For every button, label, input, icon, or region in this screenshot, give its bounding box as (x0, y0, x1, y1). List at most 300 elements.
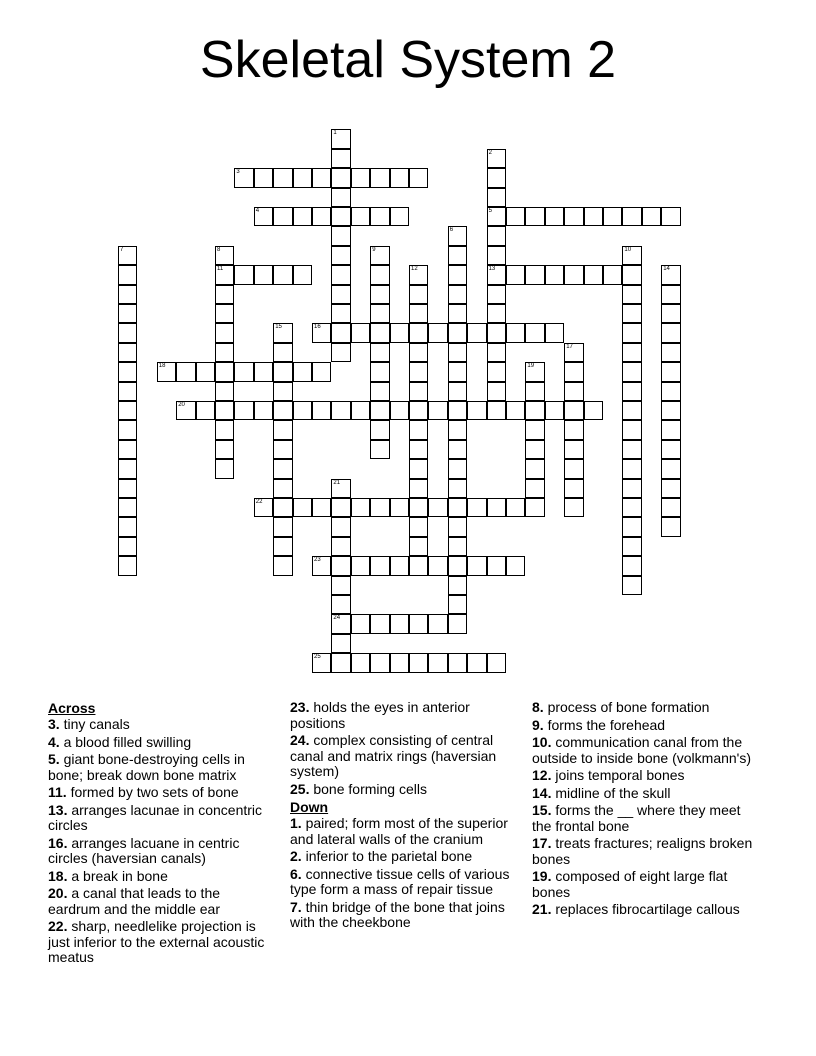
grid-cell[interactable] (448, 343, 467, 362)
grid-cell[interactable] (370, 168, 389, 187)
grid-cell[interactable] (370, 362, 389, 381)
grid-cell[interactable] (525, 498, 544, 517)
grid-cell[interactable] (584, 401, 603, 420)
clue-text: composed of eight large flat bones (532, 868, 728, 900)
clue-across-18 (48, 869, 266, 885)
grid-cell[interactable] (409, 362, 428, 381)
grid-cell[interactable] (487, 226, 506, 245)
grid-cell[interactable] (448, 537, 467, 556)
grid-cell[interactable] (331, 517, 350, 536)
grid-cell[interactable] (118, 285, 137, 304)
grid-cell[interactable] (622, 304, 641, 323)
grid-cell[interactable] (564, 362, 583, 381)
grid-cell[interactable] (448, 595, 467, 614)
grid-cell[interactable] (525, 323, 544, 342)
grid-cell[interactable] (370, 420, 389, 439)
grid-cell[interactable] (622, 556, 641, 575)
grid-cell[interactable] (622, 401, 641, 420)
grid-cell[interactable] (370, 556, 389, 575)
grid-cell[interactable] (273, 479, 292, 498)
cell-number: 15 (275, 324, 282, 331)
grid-cell[interactable] (370, 304, 389, 323)
grid-cell[interactable] (118, 304, 137, 323)
grid-cell[interactable] (564, 498, 583, 517)
grid-cell[interactable] (273, 537, 292, 556)
grid-cell[interactable] (622, 440, 641, 459)
grid-cell[interactable] (487, 401, 506, 420)
grid-cell[interactable] (312, 207, 331, 226)
clue-text: arranges lacunae in concentric circles (48, 801, 263, 833)
grid-cell[interactable] (525, 207, 544, 226)
grid-cell[interactable] (448, 226, 467, 245)
grid-cell[interactable] (351, 614, 370, 633)
grid-cell[interactable] (370, 246, 389, 265)
grid-cell[interactable] (331, 129, 350, 148)
grid-cell[interactable] (331, 498, 350, 517)
grid-cell[interactable] (370, 285, 389, 304)
grid-cell[interactable] (176, 362, 195, 381)
grid-cell[interactable] (196, 401, 215, 420)
grid-cell[interactable] (215, 246, 234, 265)
grid-cell[interactable] (409, 401, 428, 420)
grid-cell[interactable] (331, 226, 350, 245)
grid-cell[interactable] (564, 382, 583, 401)
grid-cell[interactable] (506, 556, 525, 575)
grid-cell[interactable] (390, 653, 409, 672)
grid-cell[interactable] (254, 498, 273, 517)
grid-cell[interactable] (409, 265, 428, 284)
grid-cell[interactable] (622, 323, 641, 342)
grid-cell[interactable] (661, 285, 680, 304)
grid-cell[interactable] (622, 382, 641, 401)
grid-cell[interactable] (661, 420, 680, 439)
grid-cell[interactable] (487, 285, 506, 304)
grid-cell[interactable] (118, 382, 137, 401)
clue-across-20 (48, 886, 266, 917)
grid-cell[interactable] (584, 265, 603, 284)
cell-number: 19 (527, 363, 535, 370)
grid-cell[interactable] (331, 537, 350, 556)
grid-cell[interactable] (506, 207, 525, 226)
grid-cell[interactable] (448, 517, 467, 536)
grid-cell[interactable] (487, 188, 506, 207)
grid-cell[interactable] (622, 207, 641, 226)
grid-cell[interactable] (273, 420, 292, 439)
grid-cell[interactable] (409, 614, 428, 633)
grid-cell[interactable] (661, 401, 680, 420)
grid-cell[interactable] (448, 576, 467, 595)
grid-cell[interactable] (215, 401, 234, 420)
grid-cell[interactable] (661, 207, 680, 226)
grid-cell[interactable] (525, 459, 544, 478)
grid-cell[interactable] (331, 343, 350, 362)
grid-cell[interactable] (622, 576, 641, 595)
grid-cell[interactable] (370, 653, 389, 672)
grid-cell[interactable] (351, 168, 370, 187)
grid-cell[interactable] (525, 479, 544, 498)
grid-cell[interactable] (448, 440, 467, 459)
grid-cell[interactable] (273, 323, 292, 342)
grid-cell[interactable] (254, 168, 273, 187)
grid-cell[interactable] (409, 537, 428, 556)
grid-cell[interactable] (487, 498, 506, 517)
grid-cell[interactable] (506, 265, 525, 284)
grid-cell[interactable] (331, 576, 350, 595)
grid-cell[interactable] (215, 304, 234, 323)
cell-number: 10 (624, 246, 632, 253)
grid-cell[interactable] (661, 304, 680, 323)
grid-cell[interactable] (331, 168, 350, 187)
grid-cell[interactable] (157, 362, 176, 381)
clue-number: 20. (48, 885, 68, 901)
grid-cell[interactable] (661, 265, 680, 284)
grid-cell[interactable] (545, 207, 564, 226)
grid-cell[interactable] (448, 246, 467, 265)
grid-cell[interactable] (331, 188, 350, 207)
grid-cell[interactable] (273, 459, 292, 478)
grid-cell[interactable] (370, 614, 389, 633)
grid-cell[interactable] (390, 323, 409, 342)
across-clues-part-2 (290, 700, 518, 797)
grid-cell[interactable] (312, 653, 331, 672)
grid-cell[interactable] (273, 440, 292, 459)
grid-cell[interactable] (428, 614, 447, 633)
grid-cell[interactable] (118, 498, 137, 517)
grid-cell[interactable] (525, 420, 544, 439)
grid-cell[interactable] (661, 440, 680, 459)
grid-cell[interactable] (448, 614, 467, 633)
grid-cell[interactable] (564, 420, 583, 439)
grid-cell[interactable] (331, 149, 350, 168)
clue-text: replaces fibrocartilage callous (551, 901, 740, 917)
grid-cell[interactable] (448, 401, 467, 420)
grid-cell[interactable] (487, 168, 506, 187)
grid-cell[interactable] (409, 440, 428, 459)
grid-cell[interactable] (118, 401, 137, 420)
grid-cell[interactable] (254, 265, 273, 284)
grid-cell[interactable] (293, 265, 312, 284)
clue-across-11 (48, 785, 266, 801)
grid-cell[interactable] (254, 362, 273, 381)
grid-cell[interactable] (506, 498, 525, 517)
grid-cell[interactable] (273, 401, 292, 420)
grid-cell[interactable] (409, 653, 428, 672)
grid-cell[interactable] (254, 207, 273, 226)
grid-cell[interactable] (622, 246, 641, 265)
grid-cell[interactable] (487, 362, 506, 381)
grid-cell[interactable] (312, 362, 331, 381)
grid-cell[interactable] (622, 459, 641, 478)
grid-cell[interactable] (331, 653, 350, 672)
grid-cell[interactable] (118, 265, 137, 284)
grid-cell[interactable] (331, 207, 350, 226)
grid-cell[interactable] (176, 401, 195, 420)
grid-cell[interactable] (331, 634, 350, 653)
grid-cell[interactable] (448, 653, 467, 672)
grid-cell[interactable] (312, 168, 331, 187)
grid-cell[interactable] (661, 479, 680, 498)
grid-cell[interactable] (234, 362, 253, 381)
grid-cell[interactable] (234, 265, 253, 284)
grid-cell[interactable] (215, 362, 234, 381)
grid-cell[interactable] (622, 343, 641, 362)
clue-number: 5. (48, 751, 60, 767)
grid-cell[interactable] (234, 168, 253, 187)
grid-cell[interactable] (428, 556, 447, 575)
grid-cell[interactable] (525, 265, 544, 284)
grid-cell[interactable] (642, 207, 661, 226)
grid-cell[interactable] (506, 323, 525, 342)
grid-cell[interactable] (118, 556, 137, 575)
grid-cell[interactable] (428, 653, 447, 672)
grid-cell[interactable] (661, 323, 680, 342)
grid-cell[interactable] (370, 401, 389, 420)
grid-cell[interactable] (564, 440, 583, 459)
grid-cell[interactable] (390, 401, 409, 420)
grid-cell[interactable] (622, 285, 641, 304)
grid-cell[interactable] (564, 207, 583, 226)
grid-cell[interactable] (409, 304, 428, 323)
grid-cell[interactable] (467, 323, 486, 342)
grid-cell[interactable] (448, 556, 467, 575)
grid-cell[interactable] (622, 265, 641, 284)
grid-cell[interactable] (370, 323, 389, 342)
grid-cell[interactable] (661, 517, 680, 536)
grid-cell[interactable] (118, 459, 137, 478)
grid-cell[interactable] (118, 323, 137, 342)
grid-cell[interactable] (428, 323, 447, 342)
grid-cell[interactable] (525, 382, 544, 401)
grid-cell[interactable] (622, 537, 641, 556)
grid-cell[interactable] (409, 420, 428, 439)
down-clues-part-2 (532, 700, 762, 918)
grid-cell[interactable] (273, 362, 292, 381)
grid-cell[interactable] (564, 343, 583, 362)
cell-number: 18 (158, 363, 166, 370)
grid-cell[interactable] (273, 207, 292, 226)
grid-cell[interactable] (487, 382, 506, 401)
grid-cell[interactable] (273, 265, 292, 284)
grid-cell[interactable] (409, 556, 428, 575)
grid-cell[interactable] (564, 459, 583, 478)
grid-cell[interactable] (487, 246, 506, 265)
clue-text: communication canal from the outside to inside bone (volkmann's) (532, 734, 752, 766)
grid-cell[interactable] (196, 362, 215, 381)
grid-cell[interactable] (331, 285, 350, 304)
grid-cell[interactable] (118, 517, 137, 536)
grid-cell[interactable] (487, 265, 506, 284)
grid-cell[interactable] (545, 265, 564, 284)
grid-cell[interactable] (215, 459, 234, 478)
grid-cell[interactable] (331, 304, 350, 323)
grid-cell[interactable] (409, 479, 428, 498)
grid-cell[interactable] (370, 382, 389, 401)
grid-cell[interactable] (351, 498, 370, 517)
grid-cell[interactable] (312, 323, 331, 342)
grid-cell[interactable] (564, 479, 583, 498)
grid-cell[interactable] (351, 653, 370, 672)
grid-cell[interactable] (409, 343, 428, 362)
grid-cell[interactable] (525, 362, 544, 381)
grid-cell[interactable] (273, 498, 292, 517)
clue-number: 15. (532, 802, 552, 818)
grid-cell[interactable] (487, 343, 506, 362)
grid-cell[interactable] (448, 323, 467, 342)
grid-cell[interactable] (467, 556, 486, 575)
grid-cell[interactable] (331, 323, 350, 342)
grid-cell[interactable] (448, 459, 467, 478)
grid-cell[interactable] (370, 207, 389, 226)
grid-cell[interactable] (370, 265, 389, 284)
clue-across-4 (48, 735, 266, 751)
grid-cell[interactable] (622, 517, 641, 536)
grid-cell[interactable] (467, 401, 486, 420)
grid-cell[interactable] (215, 265, 234, 284)
grid-cell[interactable] (351, 207, 370, 226)
grid-cell[interactable] (273, 556, 292, 575)
grid-cell[interactable] (390, 498, 409, 517)
grid-cell[interactable] (370, 440, 389, 459)
grid-cell[interactable] (545, 401, 564, 420)
grid-cell[interactable] (525, 440, 544, 459)
grid-cell[interactable] (409, 382, 428, 401)
grid-cell[interactable] (293, 207, 312, 226)
grid-cell[interactable] (273, 382, 292, 401)
grid-cell[interactable] (661, 459, 680, 478)
clue-across-16 (48, 836, 266, 867)
grid-cell[interactable] (487, 207, 506, 226)
grid-cell[interactable] (215, 420, 234, 439)
grid-cell[interactable] (448, 285, 467, 304)
grid-cell[interactable] (331, 479, 350, 498)
grid-cell[interactable] (293, 168, 312, 187)
grid-cell[interactable] (331, 595, 350, 614)
grid-cell[interactable] (545, 323, 564, 342)
grid-cell[interactable] (448, 362, 467, 381)
grid-cell[interactable] (390, 556, 409, 575)
clue-number: 8. (532, 699, 544, 715)
grid-cell[interactable] (622, 420, 641, 439)
grid-cell[interactable] (273, 517, 292, 536)
grid-cell[interactable] (390, 168, 409, 187)
grid-cell[interactable] (448, 304, 467, 323)
grid-cell[interactable] (622, 498, 641, 517)
grid-cell[interactable] (584, 207, 603, 226)
clue-down-6 (290, 867, 518, 898)
cell-number: 3 (236, 169, 240, 176)
grid-cell[interactable] (293, 498, 312, 517)
grid-cell[interactable] (351, 323, 370, 342)
grid-cell[interactable] (215, 285, 234, 304)
grid-cell[interactable] (603, 207, 622, 226)
grid-cell[interactable] (293, 362, 312, 381)
grid-cell[interactable] (661, 343, 680, 362)
grid-cell[interactable] (487, 323, 506, 342)
grid-cell[interactable] (448, 479, 467, 498)
grid-cell[interactable] (215, 382, 234, 401)
grid-cell[interactable] (564, 401, 583, 420)
grid-cell[interactable] (428, 498, 447, 517)
grid-cell[interactable] (351, 401, 370, 420)
grid-cell[interactable] (467, 498, 486, 517)
grid-cell[interactable] (331, 401, 350, 420)
grid-cell[interactable] (118, 362, 137, 381)
grid-cell[interactable] (331, 614, 350, 633)
grid-cell[interactable] (254, 401, 273, 420)
clue-text: tiny canals (59, 716, 130, 732)
grid-cell[interactable] (428, 401, 447, 420)
grid-cell[interactable] (487, 304, 506, 323)
clue-across-25 (290, 782, 518, 798)
grid-cell[interactable] (409, 168, 428, 187)
grid-cell[interactable] (293, 401, 312, 420)
grid-cell[interactable] (603, 265, 622, 284)
grid-cell[interactable] (409, 459, 428, 478)
grid-cell[interactable] (215, 440, 234, 459)
grid-cell[interactable] (118, 537, 137, 556)
grid-cell[interactable] (409, 498, 428, 517)
cell-number: 13 (488, 266, 496, 273)
grid-cell[interactable] (331, 265, 350, 284)
grid-cell[interactable] (273, 168, 292, 187)
grid-cell[interactable] (312, 401, 331, 420)
clue-down-1 (290, 816, 518, 847)
grid-cell[interactable] (622, 362, 641, 381)
grid-cell[interactable] (215, 323, 234, 342)
clue-number: 17. (532, 835, 552, 851)
grid-cell[interactable] (118, 343, 137, 362)
grid-cell[interactable] (409, 285, 428, 304)
grid-cell[interactable] (118, 246, 137, 265)
grid-cell[interactable] (448, 498, 467, 517)
grid-cell[interactable] (409, 517, 428, 536)
grid-cell[interactable] (118, 479, 137, 498)
grid-cell[interactable] (215, 343, 234, 362)
grid-cell[interactable] (331, 556, 350, 575)
grid-cell[interactable] (564, 265, 583, 284)
grid-cell[interactable] (234, 401, 253, 420)
grid-cell[interactable] (506, 401, 525, 420)
grid-cell[interactable] (487, 556, 506, 575)
grid-cell[interactable] (351, 556, 370, 575)
grid-cell[interactable] (661, 382, 680, 401)
grid-cell[interactable] (370, 343, 389, 362)
grid-cell[interactable] (390, 614, 409, 633)
grid-cell[interactable] (390, 207, 409, 226)
grid-cell[interactable] (487, 653, 506, 672)
grid-cell[interactable] (118, 440, 137, 459)
grid-cell[interactable] (622, 479, 641, 498)
grid-cell[interactable] (448, 420, 467, 439)
grid-cell[interactable] (118, 420, 137, 439)
grid-cell[interactable] (467, 653, 486, 672)
clue-text: thin bridge of the bone that joins with the cheekbone (290, 898, 505, 930)
grid-cell[interactable] (487, 149, 506, 168)
grid-cell[interactable] (448, 382, 467, 401)
grid-cell[interactable] (312, 498, 331, 517)
grid-cell[interactable] (331, 246, 350, 265)
grid-cell[interactable] (273, 343, 292, 362)
grid-cell[interactable] (661, 362, 680, 381)
grid-cell[interactable] (525, 401, 544, 420)
grid-cell[interactable] (448, 265, 467, 284)
grid-cell[interactable] (661, 498, 680, 517)
grid-cell[interactable] (312, 556, 331, 575)
clue-number: 11. (48, 784, 67, 800)
grid-cell[interactable] (409, 323, 428, 342)
clue-down-7 (290, 900, 518, 931)
grid-cell[interactable] (370, 498, 389, 517)
